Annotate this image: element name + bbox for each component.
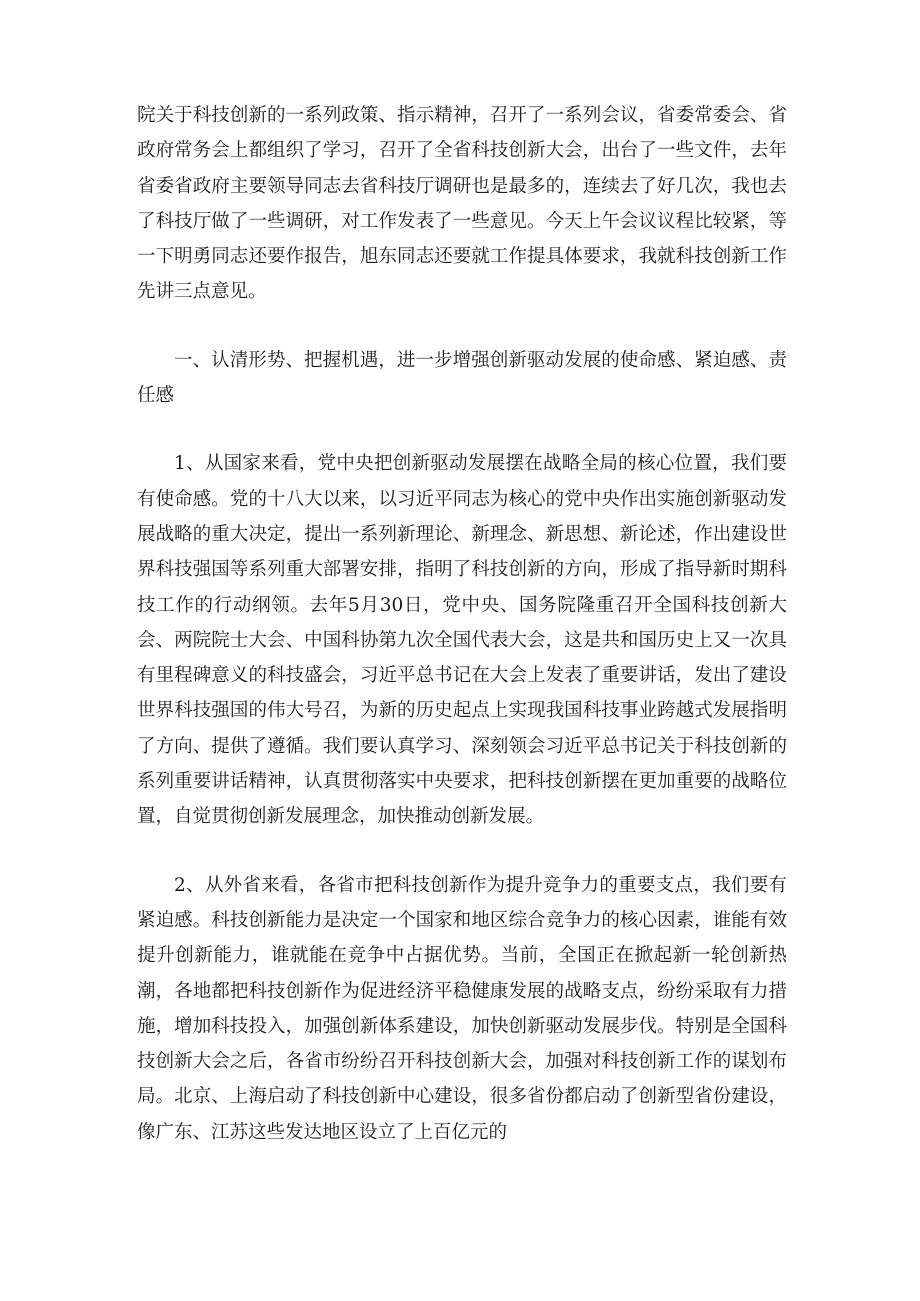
section-heading: 一、认清形势、把握机遇，进一步增强创新驱动发展的使命感、紧迫感、责任感 xyxy=(137,349,787,407)
point-2-paragraph: 2、从外省来看，各省市把科技创新作为提升竞争力的重要支点，我们要有紧迫感。科技创新能力是决定一个国家和地区综合竞争力的核心因素，谁能有效提升创新能力，谁就能在竞争中占据优势。当前，全国正在掀起新一轮创新热潮，各地都把科技创新作为促进经济平稳健康发展的战略支点，纷纷采取有力措施，增加科技投入，加强创新体系建设，加快创新驱动发展步伐。特别是全国科技创新大会之后，各省市纷纷召开科技创新大会，加强对科技创新工作的谋划布局。北京、上海启动了科技创新中心建设，很多省份都启动了创新型省份建设，像广东、江苏这些发达地区设立了上百亿元的 xyxy=(137,874,787,1143)
intro-paragraph: 院关于科技创新的一系列政策、指示精神，召开了一系列会议，省委常委会、省政府常务会上都组织了学习，召开了全省科技创新大会，出台了一些文件，去年省委省政府主要领导同志去省科技厅调研也是最多的，连续去了好几次，我也去了科技厅做了一些调研，对工作发表了一些意见。今天上午会议议程比较紧，等一下明勇同志还要作报告，旭东同志还要就工作提具体要求，我就科技创新工作先讲三点意见。 xyxy=(137,105,787,303)
document-body xyxy=(137,98,787,1150)
point-1-paragraph: 1、从国家来看，党中央把创新驱动发展摆在战略全局的核心位置，我们要有使命感。党的十八大以来，以习近平同志为核心的党中央作出实施创新驱动发展战略的重大决定，提出一系列新理论、新理念、新思想、新论述，作出建设世界科技强国等系列重大部署安排，指明了科技创新的方向，形成了指导新时期科技工作的行动纲领。去年5月30日，党中央、国务院隆重召开全国科技创新大会、两院院士大会、中国科协第九次全国代表大会，这是共和国历史上又一次具有里程碑意义的科技盛会，习近平总书记在大会上发表了重要讲话，发出了建设世界科技强国的伟大号召，为新的历史起点上实现我国科技事业跨越式发展指明了方向、提供了遵循。我们要认真学习、深刻领会习近平总书记关于科技创新的系列重要讲话精神，认真贯彻落实中央要求，把科技创新摆在更加重要的战略位置，自觉贯彻创新发展理念，加快推动创新发展。 xyxy=(137,453,787,828)
